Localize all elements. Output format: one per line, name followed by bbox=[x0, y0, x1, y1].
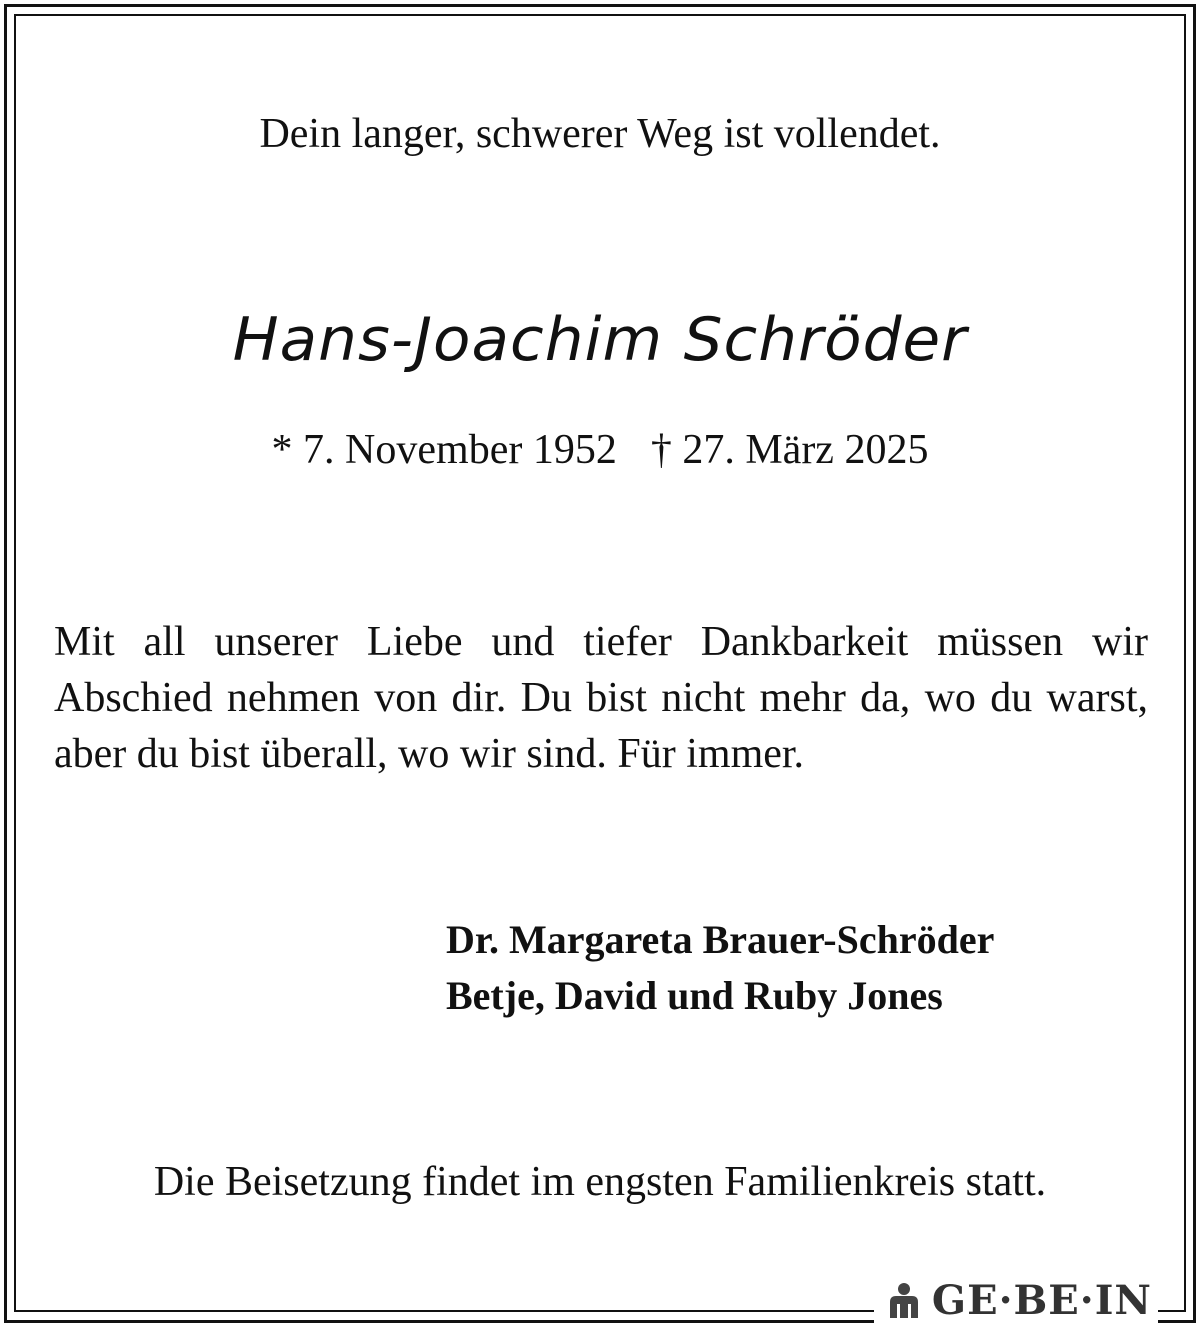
deceased-name: Hans-Joachim Schröder bbox=[232, 305, 968, 375]
person-icon bbox=[882, 1280, 926, 1320]
motto-line: Dein langer, schwerer Weg ist vollendet. bbox=[259, 111, 941, 157]
publisher-logo bbox=[874, 1275, 1158, 1325]
signer-line: Dr. Margareta Brauer-Schröder bbox=[446, 917, 995, 962]
death-date: † 27. März 2025 bbox=[650, 427, 929, 473]
signers-block bbox=[446, 912, 994, 1024]
funeral-notice: Die Beisetzung findet im engsten Familienkreis statt. bbox=[153, 1159, 1047, 1205]
farewell-message: Mit all unserer Liebe und tiefer Dankbarkeit müssen wir Abschied nehmen von dir. Du bist nicht mehr da, wo du warst, aber du bist überall, wo wir sind. Für immer. bbox=[54, 619, 1148, 777]
signer-line: Betje, David und Ruby Jones bbox=[446, 973, 943, 1018]
logo-text: GE·BE·IN bbox=[931, 1276, 1152, 1324]
life-dates bbox=[0, 424, 1200, 476]
birth-date: * 7. November 1952 bbox=[271, 427, 617, 473]
